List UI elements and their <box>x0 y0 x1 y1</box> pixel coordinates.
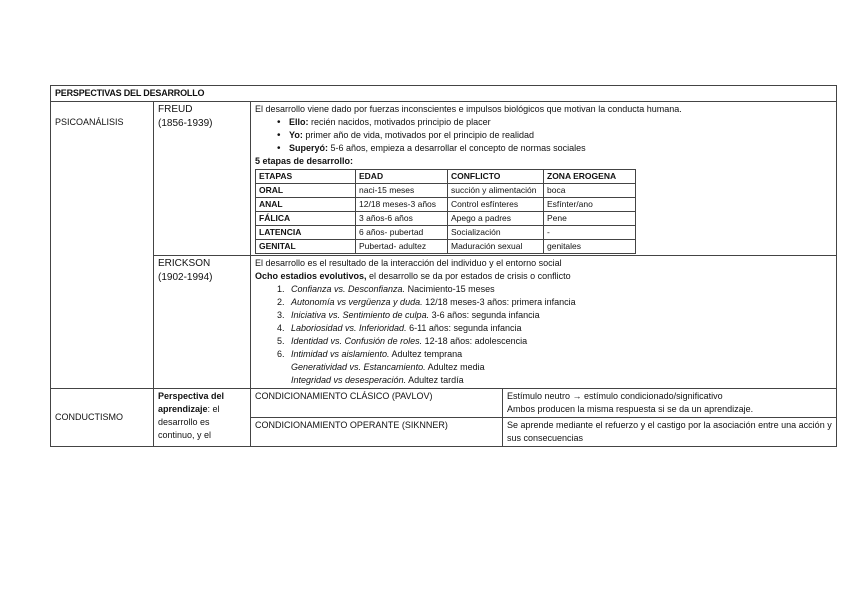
classical-description <box>503 389 837 418</box>
stage-detail: 12-18 años: adolescencia <box>422 336 528 346</box>
table-title: PERSPECTIVAS DEL DESARROLLO <box>51 86 837 102</box>
zone-cell: Esfínter/ano <box>544 198 636 212</box>
classical-conditioning: CONDICIONAMIENTO CLÁSICO (PAVLOV) <box>251 389 503 418</box>
conflict-cell: Socialización <box>448 226 544 240</box>
erickson-content <box>251 256 837 389</box>
erickson-name: ERICKSON <box>158 258 211 269</box>
column-header: CONFLICTO <box>448 170 544 184</box>
classical-desc-line2: Ambos producen la misma respuesta si se da un aprendizaje. <box>507 404 754 414</box>
stage-name: Confianza vs. Desconfianza. <box>291 284 406 294</box>
list-item <box>277 348 832 361</box>
stage-cell: ORAL <box>256 184 356 198</box>
column-header: EDAD <box>356 170 448 184</box>
stage-name: Intimidad vs aislamiento. <box>291 349 390 359</box>
operant-conditioning: CONDICIONAMIENTO OPERANTE (SIKNNER) <box>251 418 503 447</box>
stage-detail: Adultez tardía <box>406 375 464 385</box>
zone-cell: boca <box>544 184 636 198</box>
stage-detail: 3-6 años: segunda infancia <box>429 310 540 320</box>
stages-heading: 5 etapas de desarrollo: <box>255 156 354 166</box>
stage-name: Generatividad vs. Estancamiento. <box>291 362 426 372</box>
list-item <box>277 335 832 348</box>
stage-number: 6. <box>277 349 285 359</box>
stage-name: Autonomía vs vergüenza y duda. <box>291 297 423 307</box>
freud-content <box>251 102 837 256</box>
freud-terms-list <box>255 116 832 155</box>
document-page <box>50 85 836 447</box>
age-cell: 6 años- pubertad <box>356 226 448 240</box>
list-item <box>277 309 832 322</box>
stage-cell: LATENCIA <box>256 226 356 240</box>
conductismo-label: CONDUCTISMO <box>51 389 154 447</box>
freud-intro: El desarrollo viene dado por fuerzas inconscientes e impulsos biológicos que motivan la conducta humana. <box>255 104 682 114</box>
stage-detail: 6-11 años: segunda infancia <box>406 323 522 333</box>
stage-name: Integridad vs desesperación. <box>291 375 407 385</box>
table-header-row <box>256 170 636 184</box>
list-item <box>255 374 832 387</box>
stage-name: Identidad vs. Confusión de roles. <box>291 336 423 346</box>
list-item <box>277 322 832 335</box>
conduct-perspective <box>154 389 251 447</box>
list-item <box>255 361 832 374</box>
stage-cell: GENITAL <box>256 240 356 254</box>
stage-detail: Adultez temprana <box>389 349 463 359</box>
conflict-cell: Control esfínteres <box>448 198 544 212</box>
freud-years: (1856-1939) <box>158 118 213 129</box>
table-row <box>256 198 636 212</box>
lead-bold: Ocho estadios evolutivos, <box>255 271 367 281</box>
stage-cell: ANAL <box>256 198 356 212</box>
age-cell: naci-15 meses <box>356 184 448 198</box>
stage-number: 3. <box>277 310 285 320</box>
list-item <box>277 116 832 129</box>
term-text: recién nacidos, motivados principio de placer <box>308 117 491 127</box>
list-item <box>277 142 832 155</box>
erickson-lead <box>255 270 832 283</box>
conflict-cell: Maduración sexual <box>448 240 544 254</box>
list-item <box>277 296 832 309</box>
column-header: ETAPAS <box>256 170 356 184</box>
term-ello: Ello: <box>289 117 309 127</box>
operant-description: Se aprende mediante el refuerzo y el castigo por la asociación entre una acción y sus consecuencias <box>503 418 837 447</box>
erickson-stages-list <box>255 283 832 361</box>
age-cell: 12/18 meses-3 años <box>356 198 448 212</box>
stage-detail: 12/18 meses-3 años: primera infancia <box>422 297 576 307</box>
zone-cell: - <box>544 226 636 240</box>
zone-cell: genitales <box>544 240 636 254</box>
erickson-intro: El desarrollo es el resultado de la interacción del individuo y el entorno social <box>255 258 562 268</box>
freud-stages-table <box>255 169 636 254</box>
zone-cell: Pene <box>544 212 636 226</box>
age-cell: 3 años-6 años <box>356 212 448 226</box>
psicoanalisis-label: PSICOANÁLISIS <box>51 102 154 389</box>
stage-name: Iniciativa vs. Sentimiento de culpa. <box>291 310 430 320</box>
stage-cell: FÁLICA <box>256 212 356 226</box>
perspective-bold: Perspectiva del aprendizaje <box>158 391 225 414</box>
list-item <box>277 129 832 142</box>
age-cell: Pubertad- adultez <box>356 240 448 254</box>
erickson-years: (1902-1994) <box>158 272 213 283</box>
table-row <box>256 226 636 240</box>
freud-name-cell <box>154 102 251 256</box>
stage-detail: Adultez media <box>425 362 485 372</box>
list-item <box>277 283 832 296</box>
term-text: 5-6 años, empieza a desarrollar el concepto de normas sociales <box>328 143 586 153</box>
stage-number: 2. <box>277 297 285 307</box>
perspective-rest: : el desarrollo es continuo, y el <box>158 404 220 440</box>
term-superyo: Superyó: <box>289 143 329 153</box>
lead-rest: el desarrollo se da por estados de crisis o conflicto <box>366 271 571 281</box>
stage-number: 4. <box>277 323 285 333</box>
freud-name: FREUD <box>158 104 193 115</box>
term-text: primer año de vida, motivados por el principio de realidad <box>302 130 534 140</box>
perspectives-table <box>50 85 837 447</box>
classical-desc-line1: Estímulo neutro → estímulo condicionado/significativo <box>507 391 723 401</box>
table-row <box>256 184 636 198</box>
stage-number: 1. <box>277 284 285 294</box>
table-row <box>256 212 636 226</box>
column-header: ZONA EROGENA <box>544 170 636 184</box>
table-row <box>256 240 636 254</box>
conflict-cell: Apego a padres <box>448 212 544 226</box>
term-yo: Yo: <box>289 130 303 140</box>
stage-number: 5. <box>277 336 285 346</box>
stage-detail: Nacimiento-15 meses <box>405 284 495 294</box>
stage-name: Laboriosidad vs. Inferioridad. <box>291 323 407 333</box>
erickson-name-cell <box>154 256 251 389</box>
conflict-cell: succión y alimentación <box>448 184 544 198</box>
